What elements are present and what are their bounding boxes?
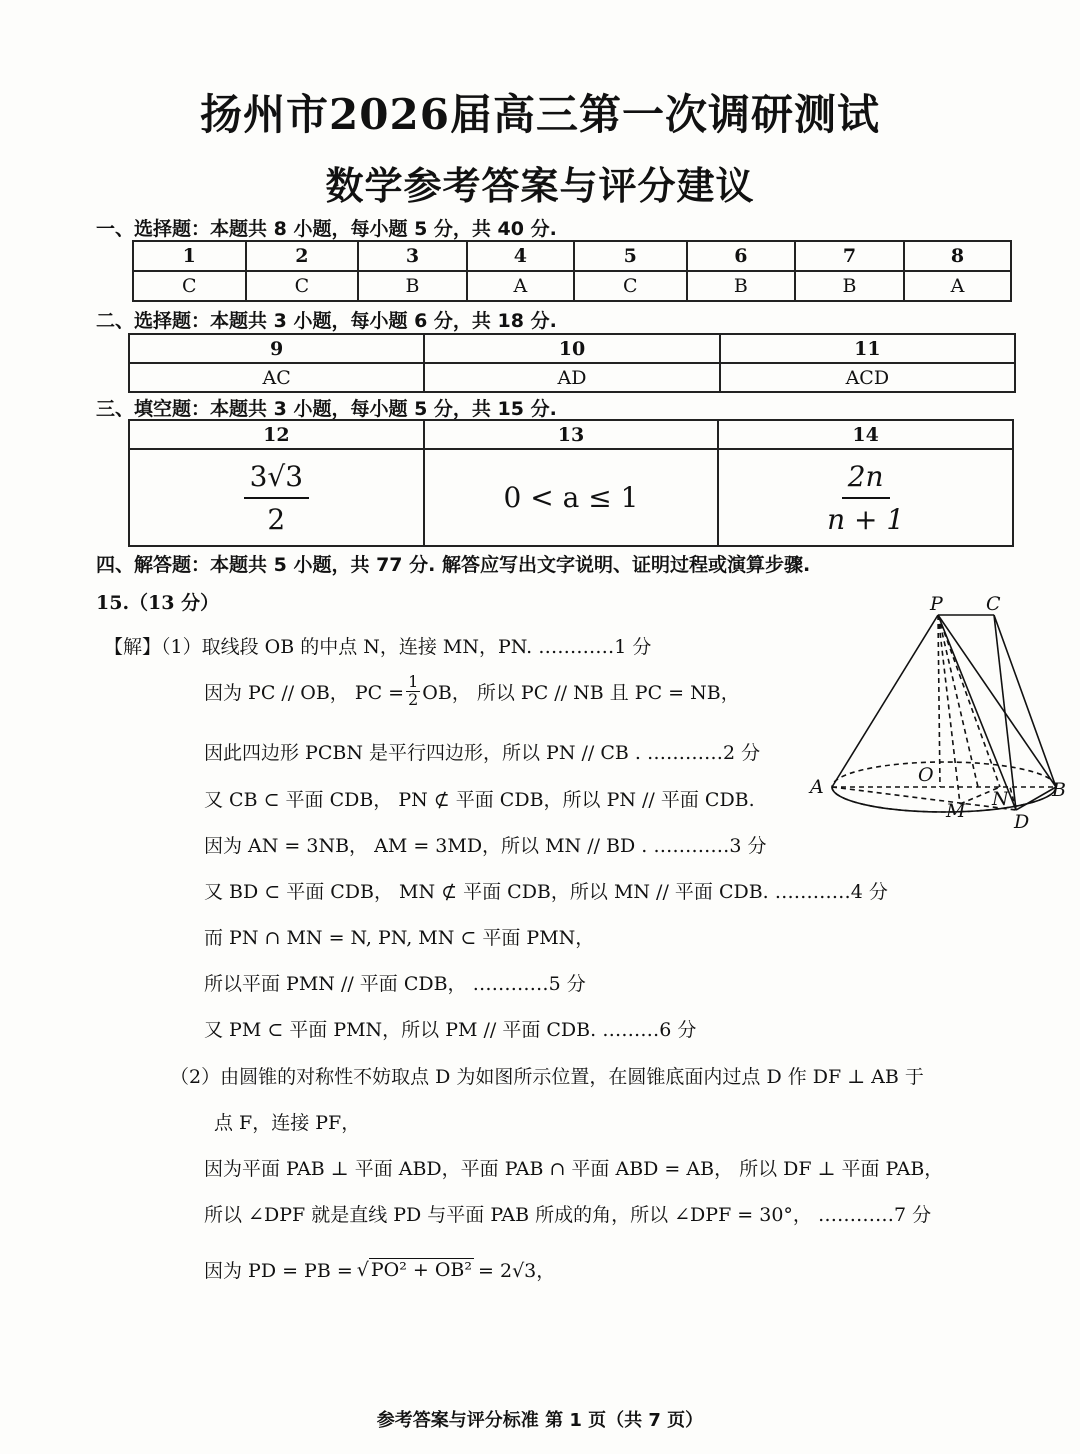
answer-13 bbox=[424, 449, 719, 546]
q15-label: 15.（13 分） bbox=[96, 592, 220, 614]
q-number: 10 bbox=[424, 334, 719, 363]
q-answer: AD bbox=[424, 363, 719, 392]
q-answer: C bbox=[133, 271, 246, 301]
section4-heading: 四、解答题：本题共 5 小题，共 77 分. 解答应写出文字说明、证明过程或演算步骤. bbox=[96, 554, 811, 576]
edge-PO bbox=[938, 615, 940, 787]
q-answer: C bbox=[574, 271, 687, 301]
label-N: N bbox=[992, 788, 1009, 810]
edge-PA bbox=[832, 615, 938, 787]
fraction-numerator: 2n bbox=[842, 460, 890, 499]
q-answer: AC bbox=[129, 363, 424, 392]
edge-DB bbox=[1016, 787, 1056, 810]
solution-line: 所以平面 PMN // 平面 CDB， …………5 分 bbox=[204, 973, 586, 995]
text-segment: = 2√3， bbox=[478, 1260, 556, 1282]
q-answer: A bbox=[904, 271, 1011, 301]
label-B: B bbox=[1052, 779, 1066, 801]
q-number: 12 bbox=[129, 420, 424, 449]
q-number: 5 bbox=[574, 241, 687, 271]
q-answer: B bbox=[795, 271, 904, 301]
cone-figure bbox=[800, 592, 1070, 832]
section2-answer-table bbox=[128, 333, 1016, 393]
solution-line: 又 BD ⊂ 平面 CDB， MN ⊄ 平面 CDB，所以 MN // 平面 CDB. …………4 分 bbox=[204, 881, 888, 903]
q-answer: ACD bbox=[720, 363, 1015, 392]
label-O: O bbox=[918, 764, 934, 786]
q-number: 13 bbox=[424, 420, 719, 449]
q-number: 3 bbox=[358, 241, 467, 271]
text-segment: OB， 所以 PC // NB 且 PC = NB， bbox=[422, 681, 740, 704]
section3-answer-table bbox=[128, 419, 1014, 547]
section3-heading: 三、填空题：本题共 3 小题，每小题 5 分，共 15 分. bbox=[96, 398, 557, 420]
label-C: C bbox=[986, 593, 1001, 615]
section2-heading: 二、选择题：本题共 3 小题，每小题 6 分，共 18 分. bbox=[96, 310, 557, 332]
label-D: D bbox=[1014, 811, 1030, 832]
fraction-denominator: n + 1 bbox=[827, 502, 905, 536]
answer-14 bbox=[718, 449, 1013, 546]
page-footer: 参考答案与评分标准 第 1 页（共 7 页） bbox=[376, 1410, 704, 1431]
q-number: 2 bbox=[246, 241, 359, 271]
solution-line: 因此四边形 PCBN 是平行四边形，所以 PN // CB . …………2 分 bbox=[204, 742, 761, 764]
q-number: 4 bbox=[467, 241, 574, 271]
section1-answer-table bbox=[132, 240, 1012, 302]
q-answer: B bbox=[687, 271, 796, 301]
solution-line: 又 PM ⊂ 平面 PMN，所以 PM // 平面 CDB. ………6 分 bbox=[204, 1019, 697, 1041]
page-title: 扬州市2026届高三第一次调研测试 bbox=[200, 90, 880, 139]
q-number: 14 bbox=[718, 420, 1013, 449]
solution-line: 又 CB ⊂ 平面 CDB， PN ⊄ 平面 CDB，所以 PN // 平面 CDB. bbox=[204, 789, 755, 811]
page-subtitle: 数学参考答案与评分建议 bbox=[325, 163, 755, 208]
fraction-denominator: 2 bbox=[267, 502, 286, 536]
solution-line: 点 F，连接 PF， bbox=[214, 1112, 361, 1134]
edge-PN bbox=[938, 615, 1000, 787]
q-answer: B bbox=[358, 271, 467, 301]
solution-line: 而 PN ∩ MN = N, PN, MN ⊂ 平面 PMN， bbox=[204, 927, 595, 949]
q-answer: A bbox=[467, 271, 574, 301]
section1-heading: 一、选择题：本题共 8 小题，每小题 5 分，共 40 分. bbox=[96, 218, 557, 240]
solution-line: （2）由圆锥的对称性不妨取点 D 为如图所示位置，在圆锥底面内过点 D 作 DF ⊥ AB 于 bbox=[170, 1066, 924, 1088]
solution-line: 因为 AN = 3NB， AM = 3MD，所以 MN // BD . …………3 分 bbox=[204, 835, 767, 857]
text-segment: 因为 PD = PB = bbox=[204, 1260, 353, 1282]
sqrt-sign: √ bbox=[356, 1258, 369, 1281]
q-number: 1 bbox=[133, 241, 246, 271]
solution-line: 所以 ∠DPF 就是直线 PD 与平面 PAB 所成的角，所以 ∠DPF = 30°， …………7 分 bbox=[204, 1204, 932, 1226]
fraction bbox=[406, 674, 420, 709]
edge-AD bbox=[832, 787, 1016, 810]
fraction-denominator: 2 bbox=[408, 689, 419, 709]
q-number: 8 bbox=[904, 241, 1011, 271]
inequality-answer: 0 < a ≤ 1 bbox=[503, 481, 639, 514]
q-number: 9 bbox=[129, 334, 424, 363]
sqrt-radicand: PO² + OB² bbox=[370, 1259, 473, 1281]
q-number: 7 bbox=[795, 241, 904, 271]
q-number: 11 bbox=[720, 334, 1015, 363]
answer-12 bbox=[129, 449, 424, 546]
text-segment: 因为 PC // OB， PC = bbox=[204, 681, 405, 704]
cone-base-front bbox=[832, 787, 1056, 812]
fraction-numerator: 1 bbox=[408, 672, 419, 691]
solution-line bbox=[204, 674, 740, 709]
label-M: M bbox=[946, 800, 966, 822]
label-A: A bbox=[810, 776, 824, 798]
solution-line bbox=[204, 1256, 555, 1283]
label-P: P bbox=[930, 593, 943, 615]
q-number: 6 bbox=[687, 241, 796, 271]
solution-line: 【解】（1）取线段 OB 的中点 N，连接 MN，PN. …………1 分 bbox=[104, 636, 652, 658]
fraction-numerator: 3√3 bbox=[244, 460, 309, 499]
q-answer: C bbox=[246, 271, 359, 301]
solution-line: 因为平面 PAB ⊥ 平面 ABD，平面 PAB ∩ 平面 ABD = AB， 所以 DF ⊥ 平面 PAB， bbox=[204, 1158, 944, 1180]
